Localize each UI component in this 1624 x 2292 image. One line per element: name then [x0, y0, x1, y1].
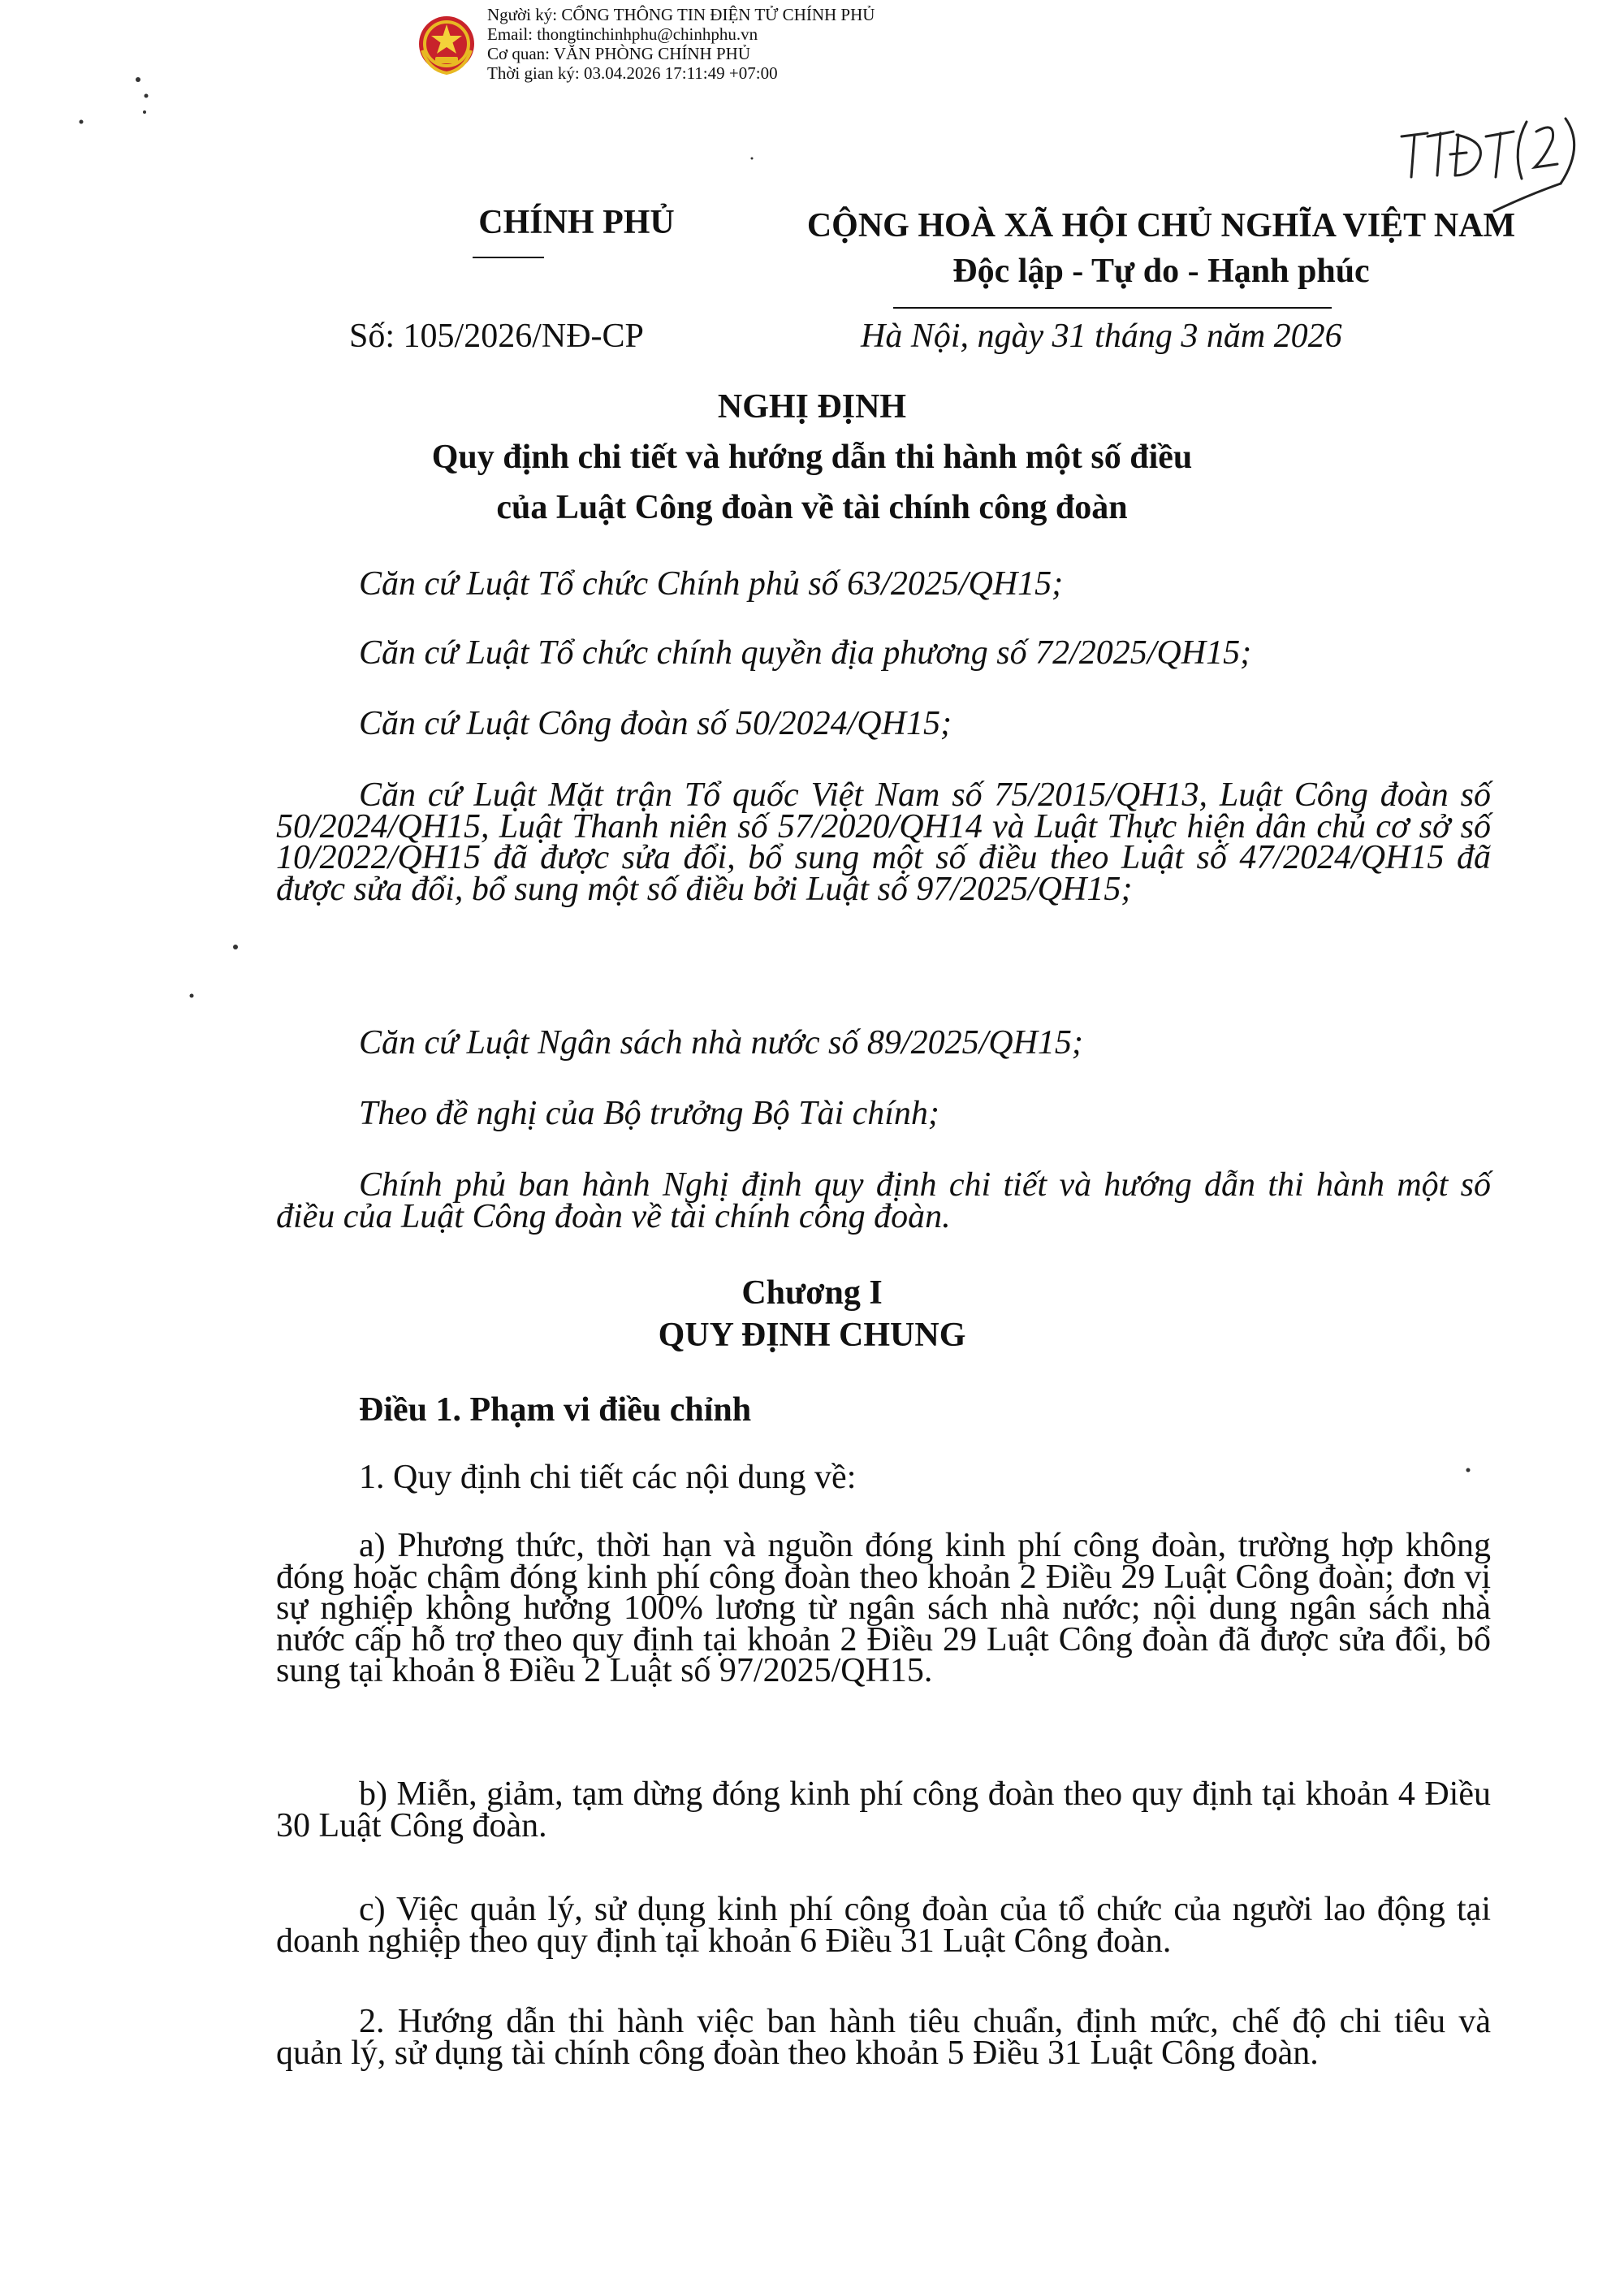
preamble-item: Theo đề nghị của Bộ trưởng Bộ Tài chính; [359, 1095, 939, 1132]
clause: 1. Quy định chi tiết các nội dung về: [359, 1459, 857, 1496]
clause: 2. Hướng dẫn thi hành việc ban hành tiêu chuẩn, định mức, chế độ chi tiêu và quản lý, sử dụng tài chính công đoàn theo khoản 5 Điều 31 Luật Công đoàn. [276, 2003, 1491, 2072]
issuer-underline [473, 257, 544, 258]
preamble-item: Căn cứ Luật Tổ chức chính quyền địa phương số 72/2025/QH15; [359, 634, 1252, 672]
signature-signer: Người ký: CỔNG THÔNG TIN ĐIỆN TỬ CHÍNH PHỦ [487, 5, 875, 24]
clause-point: b) Miễn, giảm, tạm dừng đóng kinh phí công đoàn theo quy định tại khoản 4 Điều 30 Luật Công đoàn. [276, 1775, 1491, 1844]
preamble-item: Căn cứ Luật Mặt trận Tổ quốc Việt Nam số 75/2015/QH13, Luật Công đoàn số 50/2024/QH15, Luật Thanh niên số 57/2020/QH14 và Luật Thực hiện dân chủ cơ sở số 10/2022/QH15 đã được sửa đổi, bổ sung một số điều theo Luật số 47/2024/QH15 đã được sửa đổi, bổ sung một số điều bởi Luật số 97/2025/QH15; [276, 776, 1491, 908]
motto-underline [893, 307, 1332, 309]
chapter-name: QUY ĐỊNH CHUNG [658, 1317, 966, 1354]
preamble-item: Căn cứ Luật Công đoàn số 50/2024/QH15; [359, 705, 952, 742]
country-name: CỘNG HOÀ XÃ HỘI CHỦ NGHĨA VIỆT NAM [806, 207, 1516, 244]
preamble-item: Căn cứ Luật Tổ chức Chính phủ số 63/2025/QH15; [359, 565, 1064, 603]
document-number: Số: 105/2026/NĐ-CP [349, 318, 644, 355]
preamble-item: Căn cứ Luật Ngân sách nhà nước số 89/2025/QH15; [359, 1024, 1083, 1062]
preamble-item: Chính phủ ban hành Nghị định quy định chi tiết và hướng dẫn thi hành một số điều của Luật Công đoàn về tài chính công đoàn. [276, 1166, 1491, 1235]
document-title [162, 382, 1462, 533]
signature-email: Email: thongtinchinhphu@chinhphu.vn [487, 24, 758, 44]
clause-point: c) Việc quản lý, sử dụng kinh phí công đoàn của tổ chức của người lao động tại doanh nghiệp theo quy định tại khoản 6 Điều 31 Luật Công đoàn. [276, 1891, 1491, 1960]
digital-signature-block [487, 5, 875, 83]
article-heading: Điều 1. Phạm vi điều chỉnh [359, 1391, 752, 1429]
issuer-name: CHÍNH PHỦ [478, 204, 675, 241]
document-date: Hà Nội, ngày 31 tháng 3 năm 2026 [861, 318, 1342, 355]
national-motto: Độc lập - Tự do - Hạnh phúc [952, 253, 1370, 290]
document-type: NGHỊ ĐỊNH [717, 388, 907, 426]
title-line-2: của Luật Công đoàn về tài chính công đoàn [496, 489, 1128, 526]
signature-agency: Cơ quan: VĂN PHÒNG CHÍNH PHỦ [487, 44, 750, 63]
clause-point: a) Phương thức, thời hạn và nguồn đóng kinh phí công đoàn, trường hợp không đóng hoặc chậm đóng kinh phí công đoàn theo khoản 2 Điều 29 Luật Công đoàn; đơn vị sự nghiệp không hưởng 100% lương từ ngân sách nhà nước; nội dung ngân sách nhà nước cấp hỗ trợ theo quy định tại khoản 2 Điều 29 Luật Công đoàn đã được sửa đổi, bổ sung tại khoản 8 Điều 2 Luật số 97/2025/QH15. [276, 1527, 1491, 1689]
national-heading [715, 203, 1608, 294]
chapter-heading [162, 1272, 1462, 1356]
national-emblem-icon [416, 11, 477, 76]
signature-time: Thời gian ký: 03.04.2026 17:11:49 +07:00 [487, 63, 778, 83]
title-line-1: Quy định chi tiết và hướng dẫn thi hành một số điều [431, 439, 1193, 476]
chapter-number: Chương I [741, 1274, 883, 1312]
